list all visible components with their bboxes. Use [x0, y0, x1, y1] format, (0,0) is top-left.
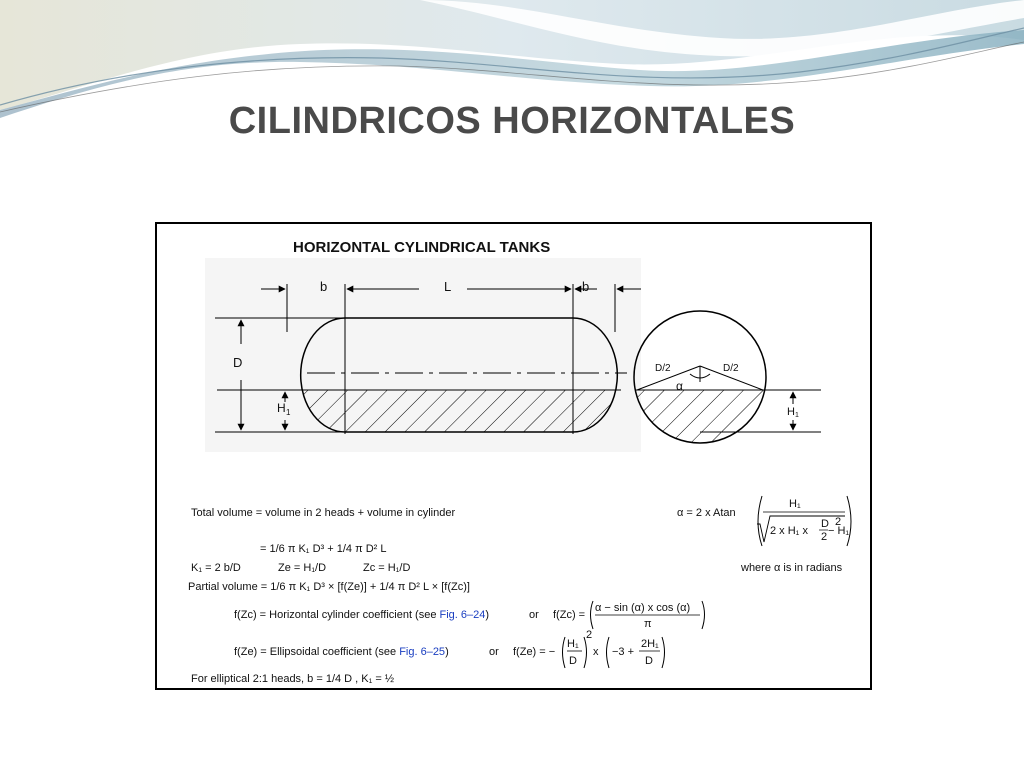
- eq-or-2: or: [489, 646, 499, 658]
- eq-zc: Zc = H₁/D: [363, 562, 411, 574]
- eq-alpha-den-exp: 2: [835, 516, 842, 528]
- dim-H1-left-sub: 1: [286, 408, 291, 417]
- eq-fze-d: D: [569, 655, 577, 667]
- eq-fze-lhs: f(Ze) = −: [513, 646, 556, 658]
- eq-total-volume-2: = 1/6 π K₁ D³ + 1/4 π D² L: [260, 543, 387, 555]
- eq-alpha-den-frac-den: 2: [821, 531, 828, 543]
- eq-or-1: or: [529, 609, 539, 621]
- eq-fze-2h1: 2H₁: [641, 638, 659, 650]
- eq-fze-h1: H₁: [567, 638, 579, 650]
- eq-alpha-den-b: − H₁: [828, 525, 850, 537]
- dim-b-left: b: [320, 279, 328, 294]
- dim-D2-left: D/2: [655, 363, 671, 374]
- eq-total-volume: Total volume = volume in 2 heads + volume in cylinder: [191, 507, 456, 519]
- dim-b-right: b: [582, 279, 590, 294]
- eq-fze-d2: D: [645, 655, 653, 667]
- eq-elliptical-heads: For elliptical 2:1 heads, b = 1/4 D , K₁ = ½: [191, 673, 395, 685]
- eq-alpha-numerator: H₁: [789, 498, 801, 510]
- tank-diagram: [157, 224, 870, 688]
- tank-figure: [155, 222, 872, 690]
- eq-alpha-den-a: 2 x H₁ x: [770, 525, 808, 537]
- eq-fze-exp: 2: [586, 629, 593, 641]
- eq-fzc-definition: f(Zc) = Horizontal cylinder coefficient (see Fig. 6–24): [234, 609, 490, 621]
- eq-ze: Ze = H₁/D: [278, 562, 327, 574]
- dim-H1-right: H: [787, 406, 795, 418]
- eq-partial-volume: Partial volume = 1/6 π K₁ D³ × [f(Ze)] + 1/4 π D² L × [f(Zc)]: [188, 581, 470, 593]
- circle-section: [627, 311, 821, 450]
- eq-fzc-denominator: π: [644, 618, 652, 630]
- figure-title: HORIZONTAL CYLINDRICAL TANKS: [293, 239, 551, 256]
- page-title: CILINDRICOS HORIZONTALES: [228, 100, 796, 142]
- eq-fze-definition: f(Ze) = Ellipsoidal coefficient (see Fig. 6–25): [234, 646, 449, 658]
- dim-L: L: [444, 279, 452, 294]
- eq-fze-x: x: [593, 646, 599, 658]
- eq-fzc-numerator: α − sin (α) x cos (α): [595, 602, 691, 614]
- eq-k1: K₁ = 2 b/D: [191, 562, 241, 574]
- dim-H1-right-sub: 1: [795, 412, 799, 419]
- eq-fze-inner: −3 +: [612, 646, 635, 658]
- dim-alpha: α: [676, 379, 683, 393]
- eq-alpha-lhs: α = 2 x Atan: [677, 507, 736, 519]
- dim-D: D: [233, 355, 243, 370]
- dim-H1-left: H: [277, 401, 286, 415]
- eq-fzc-lhs: f(Zc) =: [553, 609, 586, 621]
- dim-D2-right: D/2: [723, 363, 739, 374]
- eq-alpha-note: where α is in radians: [741, 562, 843, 574]
- eq-alpha-den-frac-num: D: [821, 518, 829, 530]
